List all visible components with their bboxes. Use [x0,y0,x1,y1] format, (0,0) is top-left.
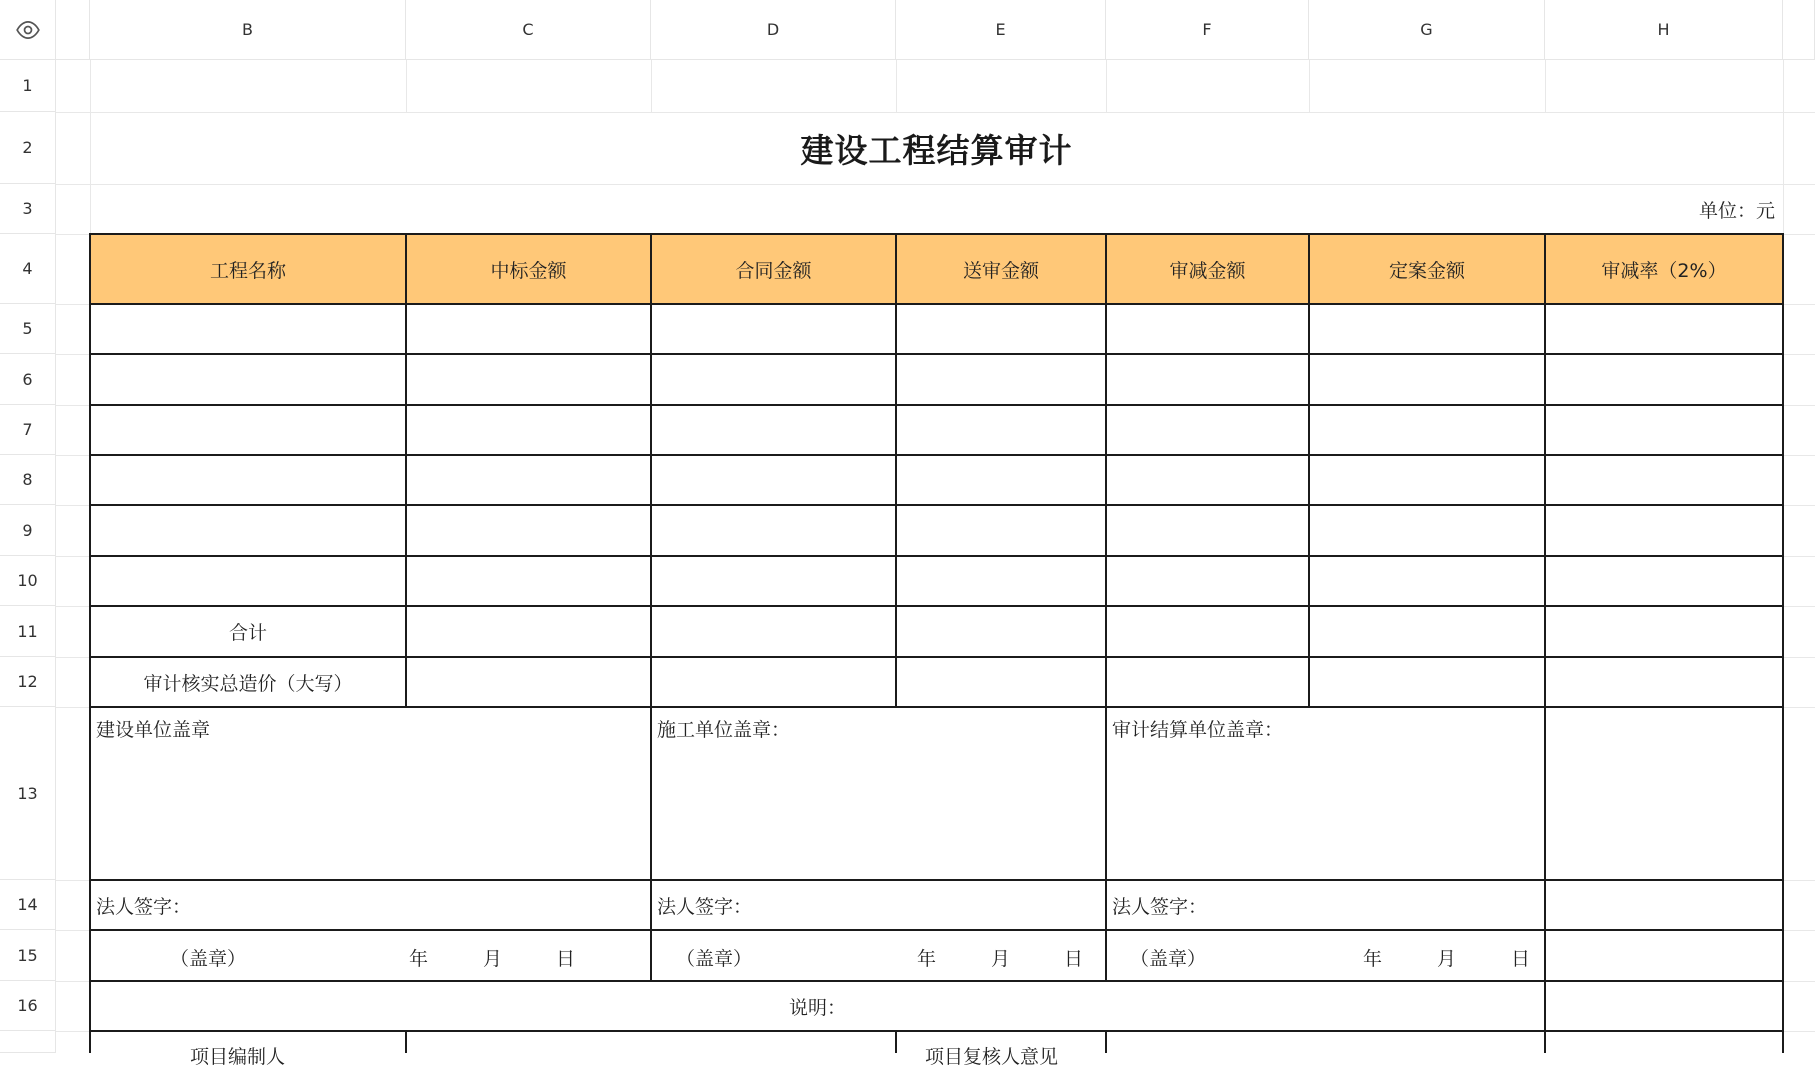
column-header-h[interactable]: H [1545,0,1783,60]
column-header-b[interactable]: B [90,0,406,60]
row-header-9[interactable]: 9 [0,505,56,556]
contractor-seal-label[interactable]: 施工单位盖章： [657,719,791,741]
header-reduction-amount[interactable]: 审减金额 [1169,259,1246,282]
column-header-i[interactable] [1783,0,1815,60]
row-header-12[interactable]: 12 [0,657,56,707]
row-header-16[interactable]: 16 [0,981,56,1031]
row-header-11[interactable]: 11 [0,606,56,657]
column-header-e[interactable]: E [896,0,1106,60]
header-reduction-rate[interactable]: 审减率（2%） [1601,259,1727,282]
builder-signature-label[interactable]: 法人签字： [96,895,192,918]
contractor-stamp-text[interactable]: （盖章） [676,948,753,970]
row-header-2[interactable]: 2 [0,112,56,184]
auditor-signature-label[interactable]: 法人签字： [1112,895,1208,918]
column-header-g[interactable]: G [1309,0,1545,60]
builder-month-text[interactable]: 月 [483,948,503,970]
header-submitted-amount[interactable]: 送审金额 [962,259,1039,282]
unit-label[interactable]: 单位：元 [1698,199,1775,222]
row-header-6[interactable]: 6 [0,354,56,405]
row-header-3[interactable]: 3 [0,184,56,234]
builder-stamp-text[interactable]: （盖章） [170,948,247,970]
row-header-4[interactable]: 4 [0,234,56,304]
header-bid-amount[interactable]: 中标金额 [490,259,567,282]
contractor-signature-label[interactable]: 法人签字： [657,895,753,918]
row-header-15[interactable]: 15 [0,930,56,981]
auditor-year-text[interactable]: 年 [1363,948,1383,970]
audit-total-label[interactable]: 审计核实总造价（大写） [143,672,353,695]
builder-year-text[interactable]: 年 [409,948,429,970]
corner-cell[interactable] [0,0,56,60]
contractor-month-text[interactable]: 月 [991,948,1011,970]
row-header-13[interactable]: 13 [0,707,56,880]
eye-icon[interactable] [15,17,41,43]
report-title[interactable]: 建设工程结算审计 [800,130,1073,170]
reviewer-opinion-label[interactable]: 项目复核人意见 [925,1046,1059,1068]
compiler-label[interactable]: 项目编制人 [190,1046,286,1068]
auditor-month-text[interactable]: 月 [1437,948,1457,970]
total-label[interactable]: 合计 [228,622,267,644]
header-final-amount[interactable]: 定案金额 [1388,259,1465,282]
auditor-day-text[interactable]: 日 [1511,948,1531,970]
column-header-c[interactable]: C [406,0,651,60]
row-header-1[interactable]: 1 [0,60,56,112]
column-header-d[interactable]: D [651,0,896,60]
row-header-7[interactable]: 7 [0,405,56,455]
contractor-year-text[interactable]: 年 [917,948,937,970]
builder-seal-label[interactable]: 建设单位盖章 [96,719,211,741]
note-label[interactable]: 说明： [788,996,846,1019]
row-header-17[interactable] [0,1031,56,1053]
row-header-14[interactable]: 14 [0,880,56,930]
row-header-5[interactable]: 5 [0,304,56,354]
auditor-stamp-text[interactable]: （盖章） [1130,948,1207,970]
auditor-seal-label[interactable]: 审计结算单位盖章： [1112,719,1284,741]
header-project-name[interactable]: 工程名称 [209,259,286,282]
column-header-a[interactable] [56,0,90,60]
column-header-f[interactable]: F [1106,0,1309,60]
contractor-day-text[interactable]: 日 [1064,948,1084,970]
builder-day-text[interactable]: 日 [556,948,576,970]
row-header-8[interactable]: 8 [0,455,56,505]
row-header-10[interactable]: 10 [0,556,56,606]
header-contract-amount[interactable]: 合同金额 [735,259,812,282]
